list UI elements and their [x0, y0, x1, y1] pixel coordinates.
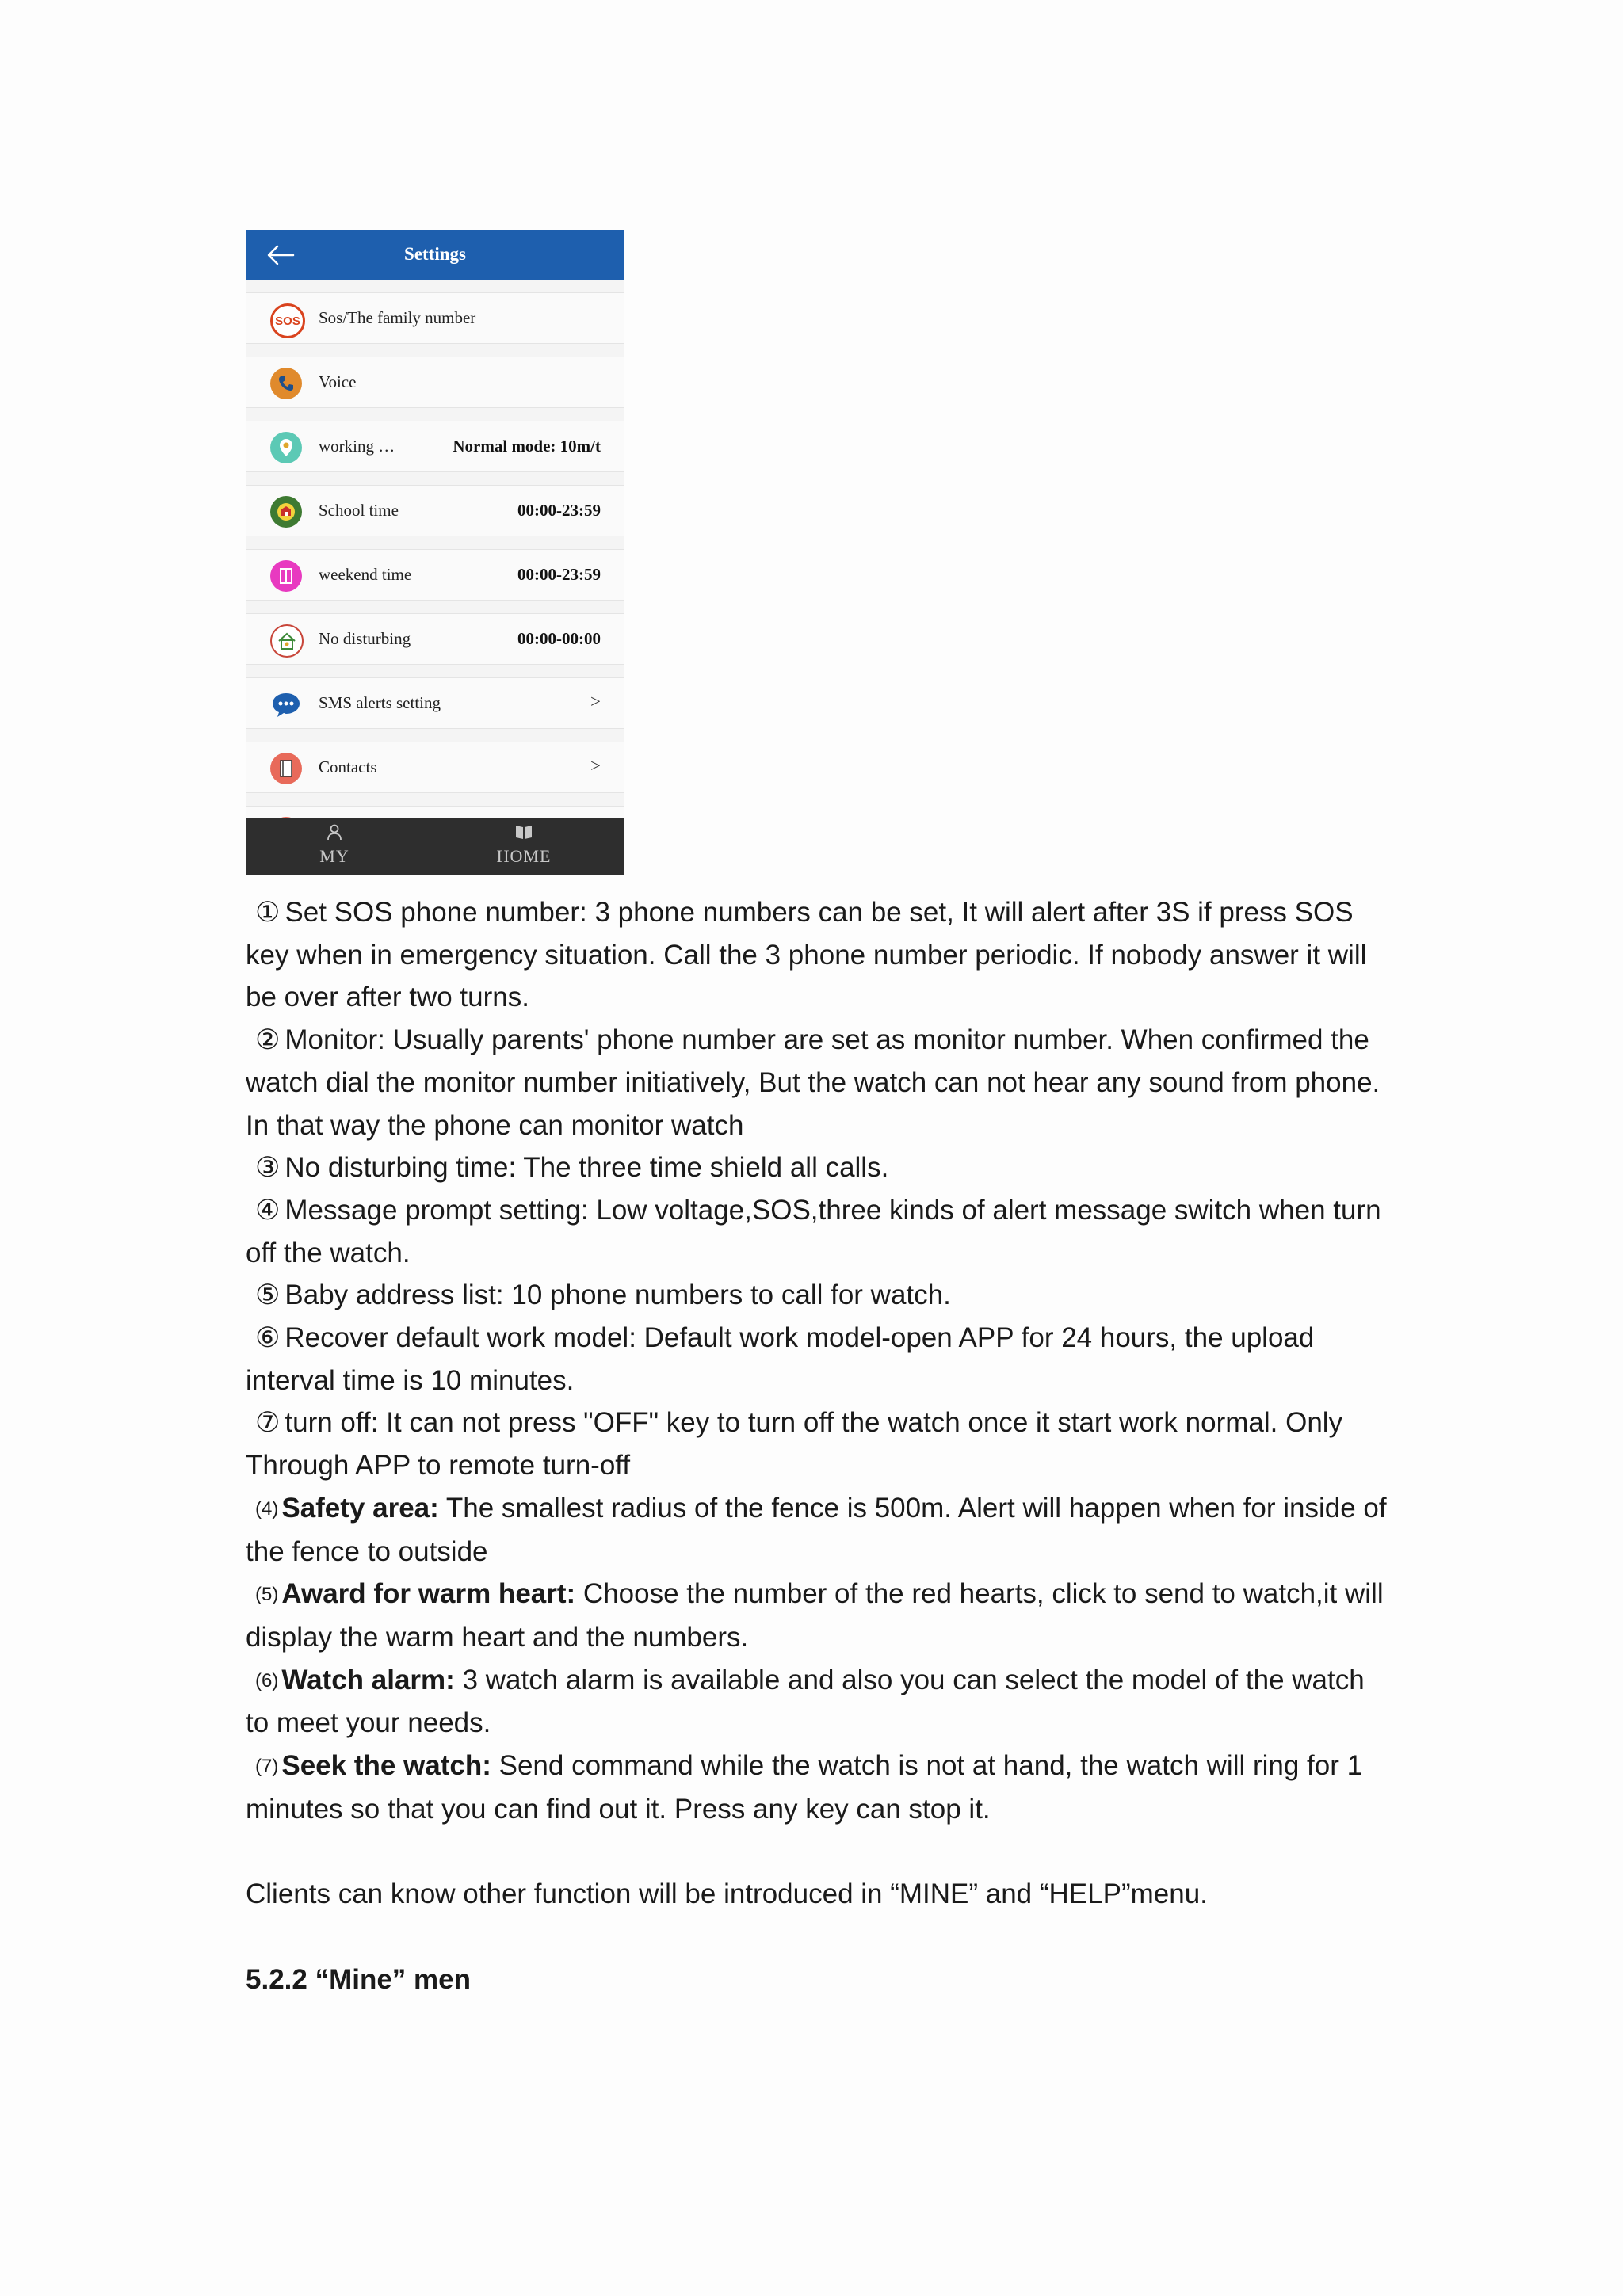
settings-row-label: School time [319, 501, 399, 520]
settings-row-value: 00:00-00:00 [517, 629, 601, 648]
paragraph-safety-area [246, 1487, 1387, 1573]
settings-row-value: Normal mode: 10m/t [453, 437, 601, 456]
section-heading: 5.2.2 “Mine” men [246, 1963, 471, 1995]
tab-home[interactable] [476, 823, 571, 867]
sos-icon: SOS [270, 303, 305, 338]
item-number: ③ [255, 1152, 281, 1184]
item-number: ⑦ [255, 1407, 281, 1439]
paragraph-recover-default [246, 1317, 1387, 1402]
settings-row-label: Voice [319, 372, 357, 391]
paragraph-title: Award for warm heart: [281, 1578, 576, 1610]
spacer [246, 1830, 1387, 1873]
paragraph-text: No disturbing time: The three time shield all calls. [285, 1152, 889, 1184]
paragraph-address-list [246, 1274, 1387, 1317]
document-body [246, 891, 1387, 2000]
tab-my[interactable] [287, 823, 382, 867]
chat-bubble-icon [270, 688, 302, 720]
item-number: (5) [255, 1584, 279, 1606]
item-number: (7) [255, 1756, 279, 1778]
item-number: (4) [255, 1497, 279, 1520]
settings-row-label: Sos/The family number [319, 308, 476, 327]
settings-row-label: weekend time [319, 565, 412, 584]
item-number: ⑤ [255, 1280, 281, 1311]
person-icon [326, 823, 343, 841]
paragraph-no-disturbing [246, 1146, 1387, 1189]
paragraph-clients: Clients can know other function will be introduced in “MINE” and “HELP”menu. [246, 1878, 1208, 1910]
house-icon [270, 624, 304, 658]
settings-row-value: 00:00-23:59 [517, 565, 601, 584]
paragraph-text: 3 watch alarm is available and also you can select the model of the watch to meet your needs. [246, 1664, 1365, 1739]
settings-screenshot [246, 230, 624, 875]
paragraph-seek-watch [246, 1745, 1387, 1830]
settings-row-no-disturbing[interactable] [246, 613, 624, 665]
settings-row-sms-alerts[interactable] [246, 677, 624, 729]
paragraph-text: The smallest radius of the fence is 500m. Alert will happen when for inside of the fence to outside [246, 1492, 1387, 1567]
tab-label: HOME [496, 846, 552, 866]
school-icon [270, 496, 302, 528]
paragraph-turn-off [246, 1402, 1387, 1486]
item-number: ⑥ [255, 1322, 281, 1354]
contacts-book-icon [270, 753, 302, 784]
chevron-right-icon: > [590, 756, 601, 776]
settings-row-label: SMS alerts setting [319, 693, 441, 712]
settings-row-value: 00:00-23:59 [517, 501, 601, 520]
paragraph-warm-heart [246, 1573, 1387, 1658]
weekend-icon [270, 560, 302, 592]
item-number: ② [255, 1024, 281, 1056]
settings-row-label: Contacts [319, 757, 377, 776]
paragraph-title: Seek the watch: [281, 1750, 491, 1782]
settings-header [246, 230, 624, 280]
item-number: ④ [255, 1194, 281, 1226]
spacer [246, 1916, 1387, 1958]
item-number: (6) [255, 1669, 279, 1691]
paragraph-text: Baby address list: 10 phone numbers to call for watch. [285, 1280, 951, 1311]
settings-row-label: working … [319, 437, 395, 456]
settings-row-voice[interactable] [246, 357, 624, 408]
paragraph-monitor [246, 1019, 1387, 1146]
paragraph-text: Recover default work model: Default work model-open APP for 24 hours, the upload interval time is 10 minutes. [246, 1322, 1315, 1396]
location-pin-icon [270, 432, 302, 463]
phone-icon [270, 368, 302, 399]
paragraph-text: turn off: It can not press "OFF" key to turn off the watch once it start work normal. Only Through APP to remote turn-off [246, 1407, 1343, 1482]
paragraph-text: Monitor: Usually parents' phone number are set as monitor number. When confirmed the watch dial the monitor number initiatively, But the watch can not hear any sound from phone. In that way the phone can monitor watch [246, 1024, 1381, 1141]
settings-list [246, 280, 624, 857]
paragraph-text: Choose the number of the red hearts, click to send to watch,it will display the warm heart and the numbers. [246, 1578, 1384, 1653]
page-title: Settings [404, 244, 466, 264]
paragraph-text: Send command while the watch is not at hand, the watch will ring for 1 minutes so that you can find out it. Press any key can stop it. [246, 1750, 1363, 1825]
bottom-tab-bar [246, 818, 624, 875]
settings-row-working-mode[interactable] [246, 421, 624, 472]
chevron-right-icon: > [590, 692, 601, 711]
book-icon [514, 823, 533, 841]
settings-row-weekend-time[interactable] [246, 549, 624, 601]
paragraph-title: Watch alarm: [281, 1664, 455, 1695]
item-number: ① [255, 897, 281, 928]
settings-row-contacts[interactable] [246, 742, 624, 793]
paragraph-text: Message prompt setting: Low voltage,SOS,three kinds of alert message switch when turn off the watch. [246, 1194, 1381, 1268]
settings-row-sos[interactable] [246, 292, 624, 344]
paragraph-watch-alarm [246, 1659, 1387, 1745]
paragraph-message-prompt [246, 1189, 1387, 1274]
settings-row-label: No disturbing [319, 629, 411, 648]
paragraph-sos [246, 891, 1387, 1019]
settings-row-school-time[interactable] [246, 485, 624, 536]
paragraph-text: Set SOS phone number: 3 phone numbers can be set, It will alert after 3S if press SOS key when in emergency situation. Call the 3 phone number periodic. If nobody answer it will be over after two turns. [246, 897, 1367, 1013]
paragraph-title: Safety area: [281, 1492, 439, 1524]
tab-label: MY [319, 846, 349, 866]
